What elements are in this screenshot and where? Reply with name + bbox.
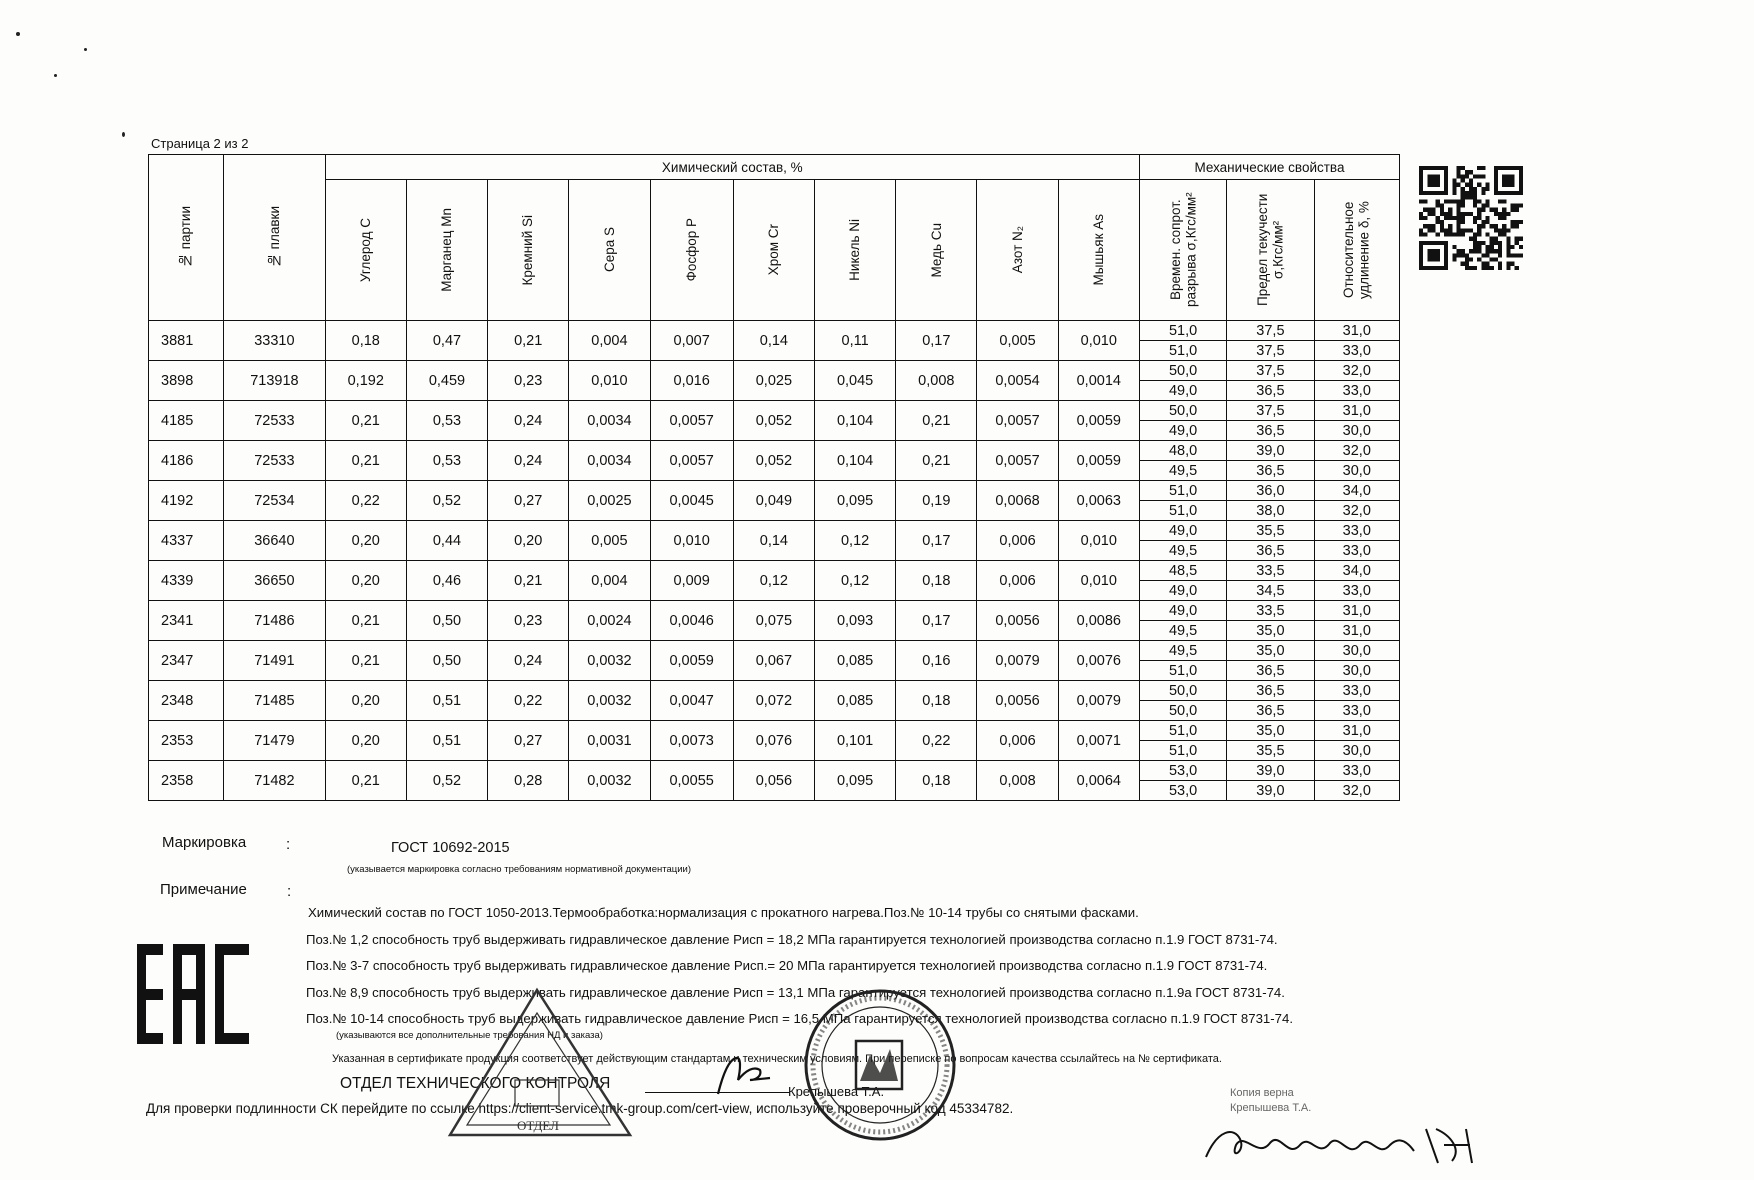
chem-value-cell: 0,24 [488,401,569,441]
chem-value-cell: 0,17 [896,321,977,361]
table-row [149,761,1400,781]
heat-number-cell: 71485 [224,681,326,721]
department-title: ОТДЕЛ ТЕХНИЧЕСКОГО КОНТРОЛЯ [340,1075,611,1092]
header-chem-column [325,180,406,321]
chem-value-cell: 0,006 [977,521,1058,561]
chem-value-cell: 0,21 [325,641,406,681]
chem-value-cell: 0,20 [325,521,406,561]
chem-value-cell: 0,24 [488,441,569,481]
table-row [149,481,1400,501]
header-chem-column [896,180,977,321]
chem-value-cell: 0,0054 [977,361,1058,401]
chem-value-cell: 0,076 [733,721,814,761]
mech-value-cell: 30,0 [1314,641,1399,661]
chem-value-cell: 0,0034 [569,401,650,441]
mech-value-cell: 36,5 [1227,661,1314,681]
chem-value-cell: 0,44 [406,521,487,561]
chem-value-cell: 0,004 [569,561,650,601]
page-label: Страница 2 из 2 [151,136,249,151]
chem-value-cell: 0,0056 [977,601,1058,641]
chem-value-cell: 0,20 [488,521,569,561]
chem-value-cell: 0,104 [815,441,896,481]
table-row [149,521,1400,541]
marking-colon: : [286,836,291,853]
chem-value-cell: 0,52 [406,481,487,521]
signer-name: Крепышева Т.А. [788,1084,885,1099]
chem-value-cell: 0,101 [815,721,896,761]
chem-value-cell: 0,21 [325,401,406,441]
chem-value-cell: 0,21 [896,441,977,481]
scan-speck [84,48,87,51]
conformity-statement: Указанная в сертификате продукция соответствует действующим стандартам и техническим условиям. При переписке по вопросам качества ссылайтесь на № сертификата. [332,1053,1222,1065]
heat-number-cell: 71482 [224,761,326,801]
mech-value-cell: 33,0 [1314,681,1399,701]
marking-value: ГОСТ 10692-2015 [391,840,510,856]
chem-value-cell: 0,23 [488,601,569,641]
mech-value-cell: 33,0 [1314,581,1399,601]
table-body [149,321,1400,801]
chem-value-cell: 0,0046 [650,601,733,641]
header-column-label: Азот N₂ [1009,226,1025,274]
chem-value-cell: 0,20 [325,681,406,721]
batch-number-cell: 4339 [149,561,224,601]
heat-number-cell: 72533 [224,401,326,441]
table-row [149,721,1400,741]
mech-value-cell: 50,0 [1139,401,1226,421]
chem-value-cell: 0,28 [488,761,569,801]
chem-value-cell: 0,12 [815,521,896,561]
mech-value-cell: 33,5 [1227,601,1314,621]
mech-value-cell: 35,0 [1227,621,1314,641]
header-chem-column [977,180,1058,321]
batch-number-cell: 2347 [149,641,224,681]
chem-value-cell: 0,53 [406,401,487,441]
mech-value-cell: 37,5 [1227,401,1314,421]
table-row [149,601,1400,621]
scan-speck [122,132,125,137]
mech-value-cell: 36,5 [1227,701,1314,721]
mech-value-cell: 31,0 [1314,721,1399,741]
sub-header-row [149,180,1400,321]
chem-value-cell: 0,0059 [650,641,733,681]
mech-value-cell: 33,0 [1314,521,1399,541]
header-column-label: Никель Ni [847,219,863,281]
mech-value-cell: 35,0 [1227,721,1314,741]
mech-value-cell: 32,0 [1314,361,1399,381]
verification-text: Для проверки подлинности СК перейдите по ссылке https://client-service.tmk-group.com/cert-view, используйте проверочный код 45334782. [146,1101,1014,1116]
chem-value-cell: 0,095 [815,761,896,801]
batch-number-cell: 4186 [149,441,224,481]
chem-value-cell: 0,0073 [650,721,733,761]
header-chem-column [406,180,487,321]
heat-number-cell: 71486 [224,601,326,641]
chem-value-cell: 0,006 [977,561,1058,601]
header-mech-group: Механические свойства [1139,155,1399,180]
mech-value-cell: 50,0 [1139,361,1226,381]
chem-value-cell: 0,0063 [1058,481,1139,521]
mech-value-cell: 33,0 [1314,381,1399,401]
chem-value-cell: 0,075 [733,601,814,641]
eac-logo [135,940,255,1052]
chem-value-cell: 0,0059 [1058,441,1139,481]
chem-value-cell: 0,51 [406,721,487,761]
note-line: Поз.№ 1,2 способность труб выдерживать гидравлическое давление Рисп = 18,2 МПа гарантируется технологией производства согласно п.1.9 ГОСТ 8731-74. [306,932,1278,947]
heat-number-cell: 72534 [224,481,326,521]
header-batch [149,155,224,321]
mech-value-cell: 49,5 [1139,641,1226,661]
heat-number-cell: 36650 [224,561,326,601]
chem-value-cell: 0,009 [650,561,733,601]
mech-value-cell: 37,5 [1227,321,1314,341]
marking-hint: (указывается маркировка согласно требованиям нормативной документации) [347,864,691,875]
chem-value-cell: 0,52 [406,761,487,801]
chem-value-cell: 0,11 [815,321,896,361]
mech-value-cell: 34,0 [1314,481,1399,501]
mech-value-cell: 30,0 [1314,421,1399,441]
chem-value-cell: 0,085 [815,681,896,721]
chem-value-cell: 0,47 [406,321,487,361]
mech-value-cell: 33,5 [1227,561,1314,581]
copy-stamp-line: Копия верна [1230,1087,1294,1099]
chem-value-cell: 0,0064 [1058,761,1139,801]
mech-value-cell: 30,0 [1314,741,1399,761]
header-column-label: Сера S [601,227,617,273]
chem-value-cell: 0,21 [488,561,569,601]
header-chem-column [488,180,569,321]
chem-value-cell: 0,0056 [977,681,1058,721]
header-column-label: Относительное удлинение δ, % [1341,201,1372,299]
chem-value-cell: 0,104 [815,401,896,441]
stamp-triangle-text: ОТДЕЛ [517,1118,559,1133]
header-column-label: Мышьяк As [1091,214,1107,286]
chem-value-cell: 0,12 [815,561,896,601]
mech-value-cell: 31,0 [1314,401,1399,421]
batch-number-cell: 4337 [149,521,224,561]
chem-value-cell: 0,18 [896,561,977,601]
copy-stamp-text [1230,1086,1490,1116]
chem-value-cell: 0,0031 [569,721,650,761]
note-label: Примечание [160,881,247,898]
mech-value-cell: 36,5 [1227,381,1314,401]
mech-value-cell: 53,0 [1139,761,1226,781]
header-column-label: Кремний Si [520,214,536,286]
chem-value-cell: 0,20 [325,721,406,761]
header-column-label: Углерод C [358,217,373,283]
chem-value-cell: 0,0055 [650,761,733,801]
chem-value-cell: 0,27 [488,481,569,521]
chem-value-cell: 0,006 [977,721,1058,761]
chem-value-cell: 0,085 [815,641,896,681]
mech-value-cell: 49,5 [1139,621,1226,641]
copy-stamp-line: Крепышева Т.А. [1230,1101,1312,1114]
chem-value-cell: 0,21 [488,321,569,361]
mech-value-cell: 36,5 [1227,461,1314,481]
mech-value-cell: 34,0 [1314,561,1399,581]
note-line: Химический состав по ГОСТ 1050-2013.Термообработка:нормализация с прокатного нагрева.Поз.№ 10-14 трубы со снятыми фасками. [308,905,1139,920]
header-column-label: Предел текучести σ,Кгс/мм² [1254,193,1286,307]
table-row [149,561,1400,581]
chem-value-cell: 0,18 [896,761,977,801]
mech-value-cell: 30,0 [1314,461,1399,481]
heat-number-cell: 36640 [224,521,326,561]
mech-value-cell: 49,5 [1139,461,1226,481]
scan-speck [54,74,57,77]
chem-value-cell: 0,093 [815,601,896,641]
table-row [149,681,1400,701]
chem-value-cell: 0,0059 [1058,401,1139,441]
chem-value-cell: 0,005 [977,321,1058,361]
chem-value-cell: 0,21 [896,401,977,441]
chem-value-cell: 0,51 [406,681,487,721]
mech-value-cell: 33,0 [1314,541,1399,561]
batch-number-cell: 2348 [149,681,224,721]
stamp-circle [800,985,960,1145]
table-row [149,441,1400,461]
chem-value-cell: 0,010 [1058,561,1139,601]
mech-value-cell: 38,0 [1227,501,1314,521]
chem-value-cell: 0,19 [896,481,977,521]
mech-value-cell: 33,0 [1314,761,1399,781]
mech-value-cell: 31,0 [1314,321,1399,341]
mech-value-cell: 36,0 [1227,481,1314,501]
batch-number-cell: 4192 [149,481,224,521]
mech-value-cell: 36,5 [1227,421,1314,441]
mech-value-cell: 31,0 [1314,601,1399,621]
chem-value-cell: 0,0057 [650,401,733,441]
mech-value-cell: 34,5 [1227,581,1314,601]
chem-value-cell: 0,016 [650,361,733,401]
mech-value-cell: 30,0 [1314,661,1399,681]
header-column-label: Марганец Mn [439,208,455,292]
chem-value-cell: 0,50 [406,641,487,681]
mech-value-cell: 50,0 [1139,701,1226,721]
chem-value-cell: 0,18 [325,321,406,361]
mech-value-cell: 51,0 [1139,321,1226,341]
mech-value-cell: 39,0 [1227,761,1314,781]
table-row [149,361,1400,381]
chem-value-cell: 0,21 [325,601,406,641]
chem-value-cell: 0,0057 [650,441,733,481]
chem-value-cell: 0,0079 [1058,681,1139,721]
chem-value-cell: 0,004 [569,321,650,361]
chem-value-cell: 0,008 [977,761,1058,801]
chem-value-cell: 0,045 [815,361,896,401]
stamp-triangle [445,985,635,1145]
chem-value-cell: 0,22 [896,721,977,761]
mech-value-cell: 49,0 [1139,601,1226,621]
header-heat-label: № плавки [266,206,282,269]
mech-value-cell: 35,5 [1227,521,1314,541]
mech-value-cell: 31,0 [1314,621,1399,641]
chem-value-cell: 0,459 [406,361,487,401]
header-column-label: Фосфор P [683,218,699,282]
chem-value-cell: 0,46 [406,561,487,601]
chem-value-cell: 0,17 [896,601,977,641]
batch-number-cell: 2341 [149,601,224,641]
table-row [149,321,1400,341]
mech-value-cell: 48,5 [1139,561,1226,581]
chem-value-cell: 0,0047 [650,681,733,721]
chem-value-cell: 0,052 [733,441,814,481]
header-chem-column [569,180,650,321]
chem-value-cell: 0,50 [406,601,487,641]
chem-value-cell: 0,0032 [569,681,650,721]
note-line: Поз.№ 10-14 способность труб выдерживать гидравлическое давление Рисп = 16,5 МПа гарантируется технологией производства согласно п.1.9 ГОСТ 8731-74. [306,1011,1293,1026]
mech-value-cell: 36,5 [1227,681,1314,701]
mech-value-cell: 53,0 [1139,781,1226,801]
chem-value-cell: 0,22 [325,481,406,521]
header-chem-group: Химический состав, % [325,155,1139,180]
chem-value-cell: 0,0032 [569,761,650,801]
header-mech-column [1314,180,1399,321]
mech-value-cell: 51,0 [1139,741,1226,761]
note-colon: : [287,883,292,900]
header-column-label: Хром Cr [766,224,782,276]
mech-value-cell: 49,0 [1139,521,1226,541]
chem-value-cell: 0,010 [1058,521,1139,561]
header-chem-column [733,180,814,321]
mech-value-cell: 35,0 [1227,641,1314,661]
table-row [149,401,1400,421]
chem-value-cell: 0,007 [650,321,733,361]
certificate-table [148,154,1400,801]
mech-value-cell: 32,0 [1314,781,1399,801]
header-chem-column [815,180,896,321]
heat-number-cell: 71479 [224,721,326,761]
mech-value-cell: 50,0 [1139,681,1226,701]
chem-value-cell: 0,24 [488,641,569,681]
mech-value-cell: 48,0 [1139,441,1226,461]
chem-value-cell: 0,095 [815,481,896,521]
chem-value-cell: 0,0057 [977,401,1058,441]
mech-value-cell: 49,0 [1139,581,1226,601]
chem-value-cell: 0,0071 [1058,721,1139,761]
marking-label: Маркировка [162,834,247,851]
mech-value-cell: 33,0 [1314,341,1399,361]
chem-value-cell: 0,010 [1058,321,1139,361]
mech-value-cell: 39,0 [1227,441,1314,461]
chem-value-cell: 0,0034 [569,441,650,481]
mech-value-cell: 49,0 [1139,381,1226,401]
chem-value-cell: 0,21 [325,441,406,481]
mech-value-cell: 32,0 [1314,441,1399,461]
header-chem-column [650,180,733,321]
chem-value-cell: 0,0024 [569,601,650,641]
mech-value-cell: 36,5 [1227,541,1314,561]
chem-value-cell: 0,17 [896,521,977,561]
header-chem-column [1058,180,1139,321]
note-line: Поз.№ 3-7 способность труб выдерживать гидравлическое давление Рисп.= 20 МПа гарантируется технологией производства согласно п.1.9 ГОСТ 8731-74. [306,958,1268,973]
mech-value-cell: 39,0 [1227,781,1314,801]
mech-value-cell: 51,0 [1139,341,1226,361]
mech-value-cell: 51,0 [1139,721,1226,741]
chem-value-cell: 0,0076 [1058,641,1139,681]
chem-value-cell: 0,0068 [977,481,1058,521]
chem-value-cell: 0,53 [406,441,487,481]
note-hint: (указываются все дополнительные требования НД и заказа) [336,1030,603,1041]
header-column-label: Медь Cu [928,222,944,278]
chem-value-cell: 0,16 [896,641,977,681]
chem-value-cell: 0,0079 [977,641,1058,681]
chem-value-cell: 0,052 [733,401,814,441]
chem-value-cell: 0,008 [896,361,977,401]
header-mech-column [1139,180,1226,321]
chem-value-cell: 0,22 [488,681,569,721]
chem-value-cell: 0,010 [650,521,733,561]
chem-value-cell: 0,072 [733,681,814,721]
header-mech-column [1227,180,1314,321]
mech-value-cell: 49,5 [1139,541,1226,561]
scan-speck [16,32,20,36]
chem-value-cell: 0,005 [569,521,650,561]
chem-value-cell: 0,192 [325,361,406,401]
batch-number-cell: 3881 [149,321,224,361]
chem-value-cell: 0,0014 [1058,361,1139,401]
heat-number-cell: 72533 [224,441,326,481]
header-batch-label: № партии [178,206,194,269]
chem-value-cell: 0,0057 [977,441,1058,481]
qr-code [1418,166,1524,270]
chem-value-cell: 0,0045 [650,481,733,521]
heat-number-cell: 33310 [224,321,326,361]
chem-value-cell: 0,12 [733,561,814,601]
chem-value-cell: 0,14 [733,521,814,561]
heat-number-cell: 71491 [224,641,326,681]
heat-number-cell: 713918 [224,361,326,401]
mech-value-cell: 49,0 [1139,421,1226,441]
chem-value-cell: 0,0032 [569,641,650,681]
note-line: Поз.№ 8,9 способность труб выдерживать гидравлическое давление Рисп = 13,1 МПа гарантируется технологией производства согласно п.1.9а ГОСТ 8731-74. [306,985,1285,1000]
batch-number-cell: 2353 [149,721,224,761]
chem-value-cell: 0,049 [733,481,814,521]
chem-value-cell: 0,056 [733,761,814,801]
mech-value-cell: 33,0 [1314,701,1399,721]
mech-value-cell: 35,5 [1227,741,1314,761]
chem-value-cell: 0,025 [733,361,814,401]
signature-left [710,1050,780,1100]
batch-number-cell: 3898 [149,361,224,401]
chem-value-cell: 0,21 [325,761,406,801]
chem-value-cell: 0,20 [325,561,406,601]
mech-value-cell: 32,0 [1314,501,1399,521]
mech-value-cell: 51,0 [1139,481,1226,501]
chem-value-cell: 0,18 [896,681,977,721]
chem-value-cell: 0,010 [569,361,650,401]
mech-value-cell: 37,5 [1227,361,1314,381]
table-row [149,641,1400,661]
chem-value-cell: 0,23 [488,361,569,401]
header-heat [224,155,326,321]
chem-value-cell: 0,0086 [1058,601,1139,641]
mech-value-cell: 37,5 [1227,341,1314,361]
chem-value-cell: 0,14 [733,321,814,361]
batch-number-cell: 4185 [149,401,224,441]
batch-number-cell: 2358 [149,761,224,801]
chem-value-cell: 0,0025 [569,481,650,521]
mech-value-cell: 51,0 [1139,661,1226,681]
chem-value-cell: 0,067 [733,641,814,681]
mech-value-cell: 51,0 [1139,501,1226,521]
chem-value-cell: 0,27 [488,721,569,761]
header-column-label: Времен. сопрот. разрыва σ,Кгс/мм² [1167,192,1199,308]
signature-right [1200,1115,1500,1175]
